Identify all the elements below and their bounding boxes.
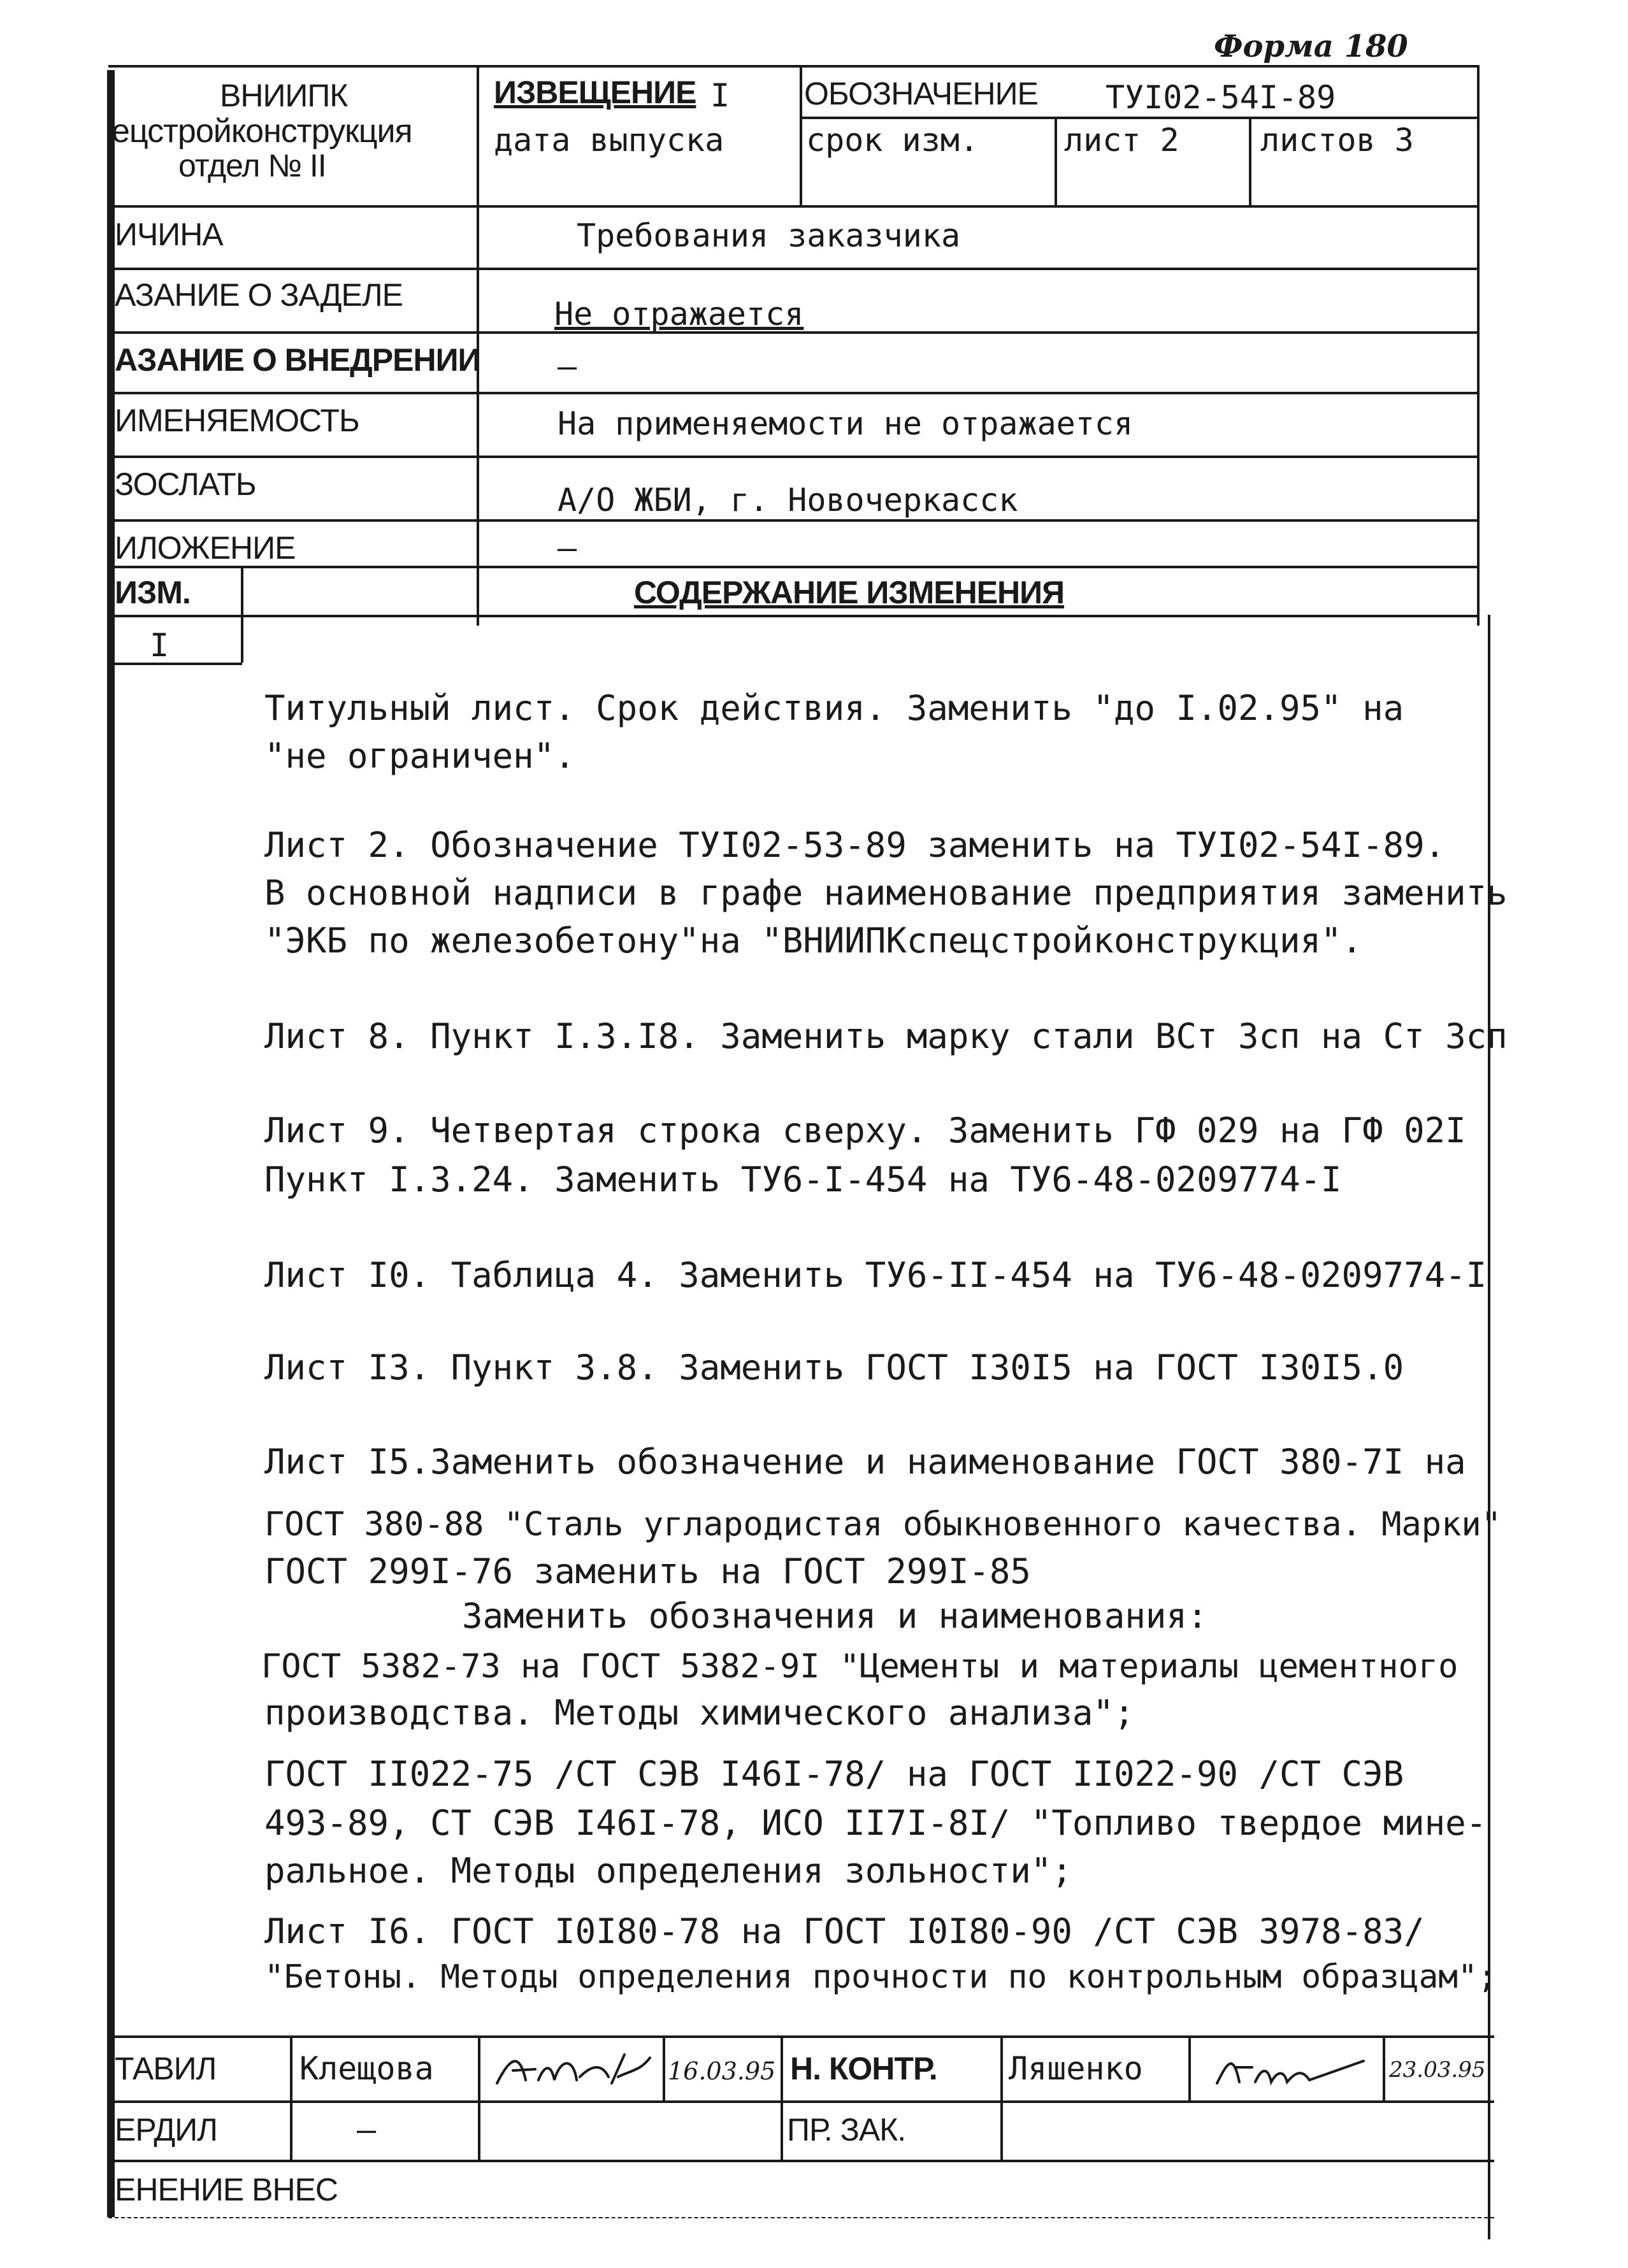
field-applicability-label: ИМЕНЯЕМОСТЬ: [115, 403, 359, 438]
body-line-12: ГОСТ 380-88 "Сталь углародистая обыкновенного качества. Марки": [264, 1505, 1502, 1544]
field-row-line-3: [108, 392, 1478, 394]
body-line-20: Лист I6. ГОСТ I0I80-78 на ГОСТ I0I80-90 /СТ СЭВ 3978-83/: [264, 1911, 1425, 1951]
footer-divider-6: [1188, 2035, 1191, 2100]
footer-compiled-label: ТАВИЛ: [115, 2051, 217, 2086]
customer-rep-label: ПР. ЗАК.: [787, 2112, 906, 2148]
body-line-18: 493-89, СТ СЭВ I46I-78, ИСО II7I-8I/ "Топливо твердое мине-: [264, 1803, 1487, 1843]
footer-divider-2: [478, 2035, 480, 2160]
body-line-15: ГОСТ 5382-73 на ГОСТ 5382-9I "Цементы и материалы цементного: [261, 1647, 1459, 1686]
footer-divider-1: [290, 2035, 292, 2160]
footer-divider-4: [781, 2035, 783, 2160]
change-col-label: ИЗМ.: [115, 575, 191, 610]
footer-top-line: [108, 2035, 1494, 2038]
header-top-border: [108, 65, 1478, 68]
field-send-label: ЗОСЛАТЬ: [115, 466, 256, 502]
change-term-label: срок изм.: [806, 122, 979, 159]
sheet-label: лист 2: [1064, 122, 1179, 159]
body-line-13: ГОСТ 299I-76 заменить на ГОСТ 299I-85: [264, 1551, 1031, 1591]
body-line-10: Лист I3. Пункт 3.8. Заменить ГОСТ I30I5 на ГОСТ I30I5.0: [264, 1347, 1404, 1388]
footer-divider-7: [1383, 2035, 1385, 2100]
body-line-11: Лист I5.Заменить обозначение и наименование ГОСТ 380-7I на: [264, 1442, 1466, 1482]
field-attachment-value: –: [558, 529, 577, 566]
notice-label: ИЗВЕЩЕНИЕ: [494, 75, 696, 110]
field-backlog-label: АЗАНИЕ О ЗАДЕЛЕ: [115, 277, 403, 313]
change-number: I: [150, 627, 169, 664]
body-line-8: Пункт I.3.24. Заменить ТУ6-I-454 на ТУ6-48-0209774-I: [264, 1159, 1342, 1200]
field-reason-label: ИЧИНА: [115, 217, 223, 252]
org-name: ВНИИПК: [220, 78, 348, 113]
field-applicability-value: На применяемости не отражается: [558, 405, 1134, 442]
issue-date-label: дата выпуска: [494, 122, 724, 159]
org-subname: ецстройконструкция: [112, 113, 412, 150]
change-col-divider: [241, 566, 243, 663]
footer-compiled-name: Клещова: [299, 2050, 434, 2087]
compiler-signature: [491, 2045, 656, 2096]
body-line-2: "не ограничен".: [264, 736, 575, 776]
header-divider-2: [800, 65, 802, 205]
field-backlog-value: Не отражается: [554, 296, 804, 333]
norm-control-label: Н. КОНТР.: [790, 2051, 937, 2086]
field-row-line-4: [108, 456, 1478, 458]
header-bottom-line: [108, 205, 1478, 208]
body-line-7: Лист 9. Четвертая строка сверху. Заменить ГФ 029 на ГФ 02I: [264, 1110, 1466, 1151]
field-row-line-2: [108, 331, 1478, 334]
body-right-border: [1488, 615, 1490, 2239]
field-implementation-label: АЗАНИЕ О ВНЕДРЕНИИ: [115, 342, 480, 378]
change-number-box-bottom: [108, 663, 242, 665]
field-row-line-5: [108, 519, 1478, 522]
field-send-value: А/О ЖБИ, г. Новочеркасск: [558, 482, 1018, 519]
footer-divider-3: [663, 2035, 665, 2100]
body-line-16: производства. Методы химического анализа";: [264, 1693, 1135, 1733]
body-line-6: Лист 8. Пункт I.3.I8. Заменить марку стали ВСт 3сп на Ст 3сп: [264, 1016, 1508, 1056]
header-mid-line: [800, 117, 1478, 119]
body-line-19: ральное. Методы определения зольности";: [264, 1851, 1072, 1891]
header-divider-4: [1249, 118, 1251, 205]
designation-label: ОБОЗНАЧЕНИЕ: [804, 76, 1038, 111]
field-implementation-value: –: [558, 348, 577, 385]
body-line-9: Лист I0. Таблица 4. Заменить ТУ6-II-454 на ТУ6-48-0209774-I: [264, 1255, 1487, 1295]
footer-mid-line: [108, 2100, 1494, 2103]
sheets-count-label: листов 3: [1260, 122, 1414, 159]
field-row-line-6: [108, 566, 1478, 568]
norm-control-signature: [1207, 2045, 1373, 2096]
norm-control-date: 23.03.95: [1389, 2057, 1486, 2083]
footer-approved-name: –: [357, 2111, 377, 2148]
header-divider-3: [1055, 118, 1057, 205]
content-header-bottom: [108, 615, 1478, 617]
designation-value: ТУI02-54I-89: [1106, 79, 1336, 116]
footer-approved-label: ЕРДИЛ: [115, 2112, 217, 2148]
right-border: [1477, 65, 1480, 626]
form-label: Форма 180: [1214, 29, 1408, 64]
footer-bottom-line: [108, 2160, 1494, 2162]
field-row-line-1: [108, 268, 1478, 270]
content-title: СОДЕРЖАНИЕ ИЗМЕНЕНИЯ: [634, 575, 1065, 610]
field-attachment-label: ИЛОЖЕНИЕ: [115, 530, 296, 566]
body-line-3: Лист 2. Обозначение ТУI02-53-89 заменить на ТУI02-54I-89.: [264, 825, 1446, 865]
body-line-14: Заменить обозначения и наименования:: [462, 1596, 1208, 1636]
body-line-21: "Бетоны. Методы определения прочности по контрольным образцам";: [264, 1958, 1497, 1996]
footer-divider-5: [1000, 2035, 1003, 2160]
org-department: отдел № II: [178, 148, 326, 183]
field-reason-value: Требования заказчика: [577, 217, 961, 254]
body-line-4: В основной надписи в графе наименование предприятия заменить: [264, 873, 1508, 913]
norm-control-name: Ляшенко: [1009, 2050, 1143, 2087]
footer-change-entered-label: ЕНЕНИЕ ВНЕС: [115, 2172, 338, 2207]
compiler-date: 16.03.95: [668, 2057, 776, 2085]
body-line-1: Титульный лист. Срок действия. Заменить "до I.02.95" на: [264, 688, 1404, 728]
body-line-17: ГОСТ II022-75 /СТ СЭВ I46I-78/ на ГОСТ II022-90 /СТ СЭВ: [264, 1754, 1404, 1794]
footer-last-line: [108, 2217, 1494, 2218]
notice-number: I: [710, 77, 730, 114]
body-line-5: "ЭКБ по железобетону"на "ВНИИПКспецстройконструкция".: [264, 921, 1363, 961]
